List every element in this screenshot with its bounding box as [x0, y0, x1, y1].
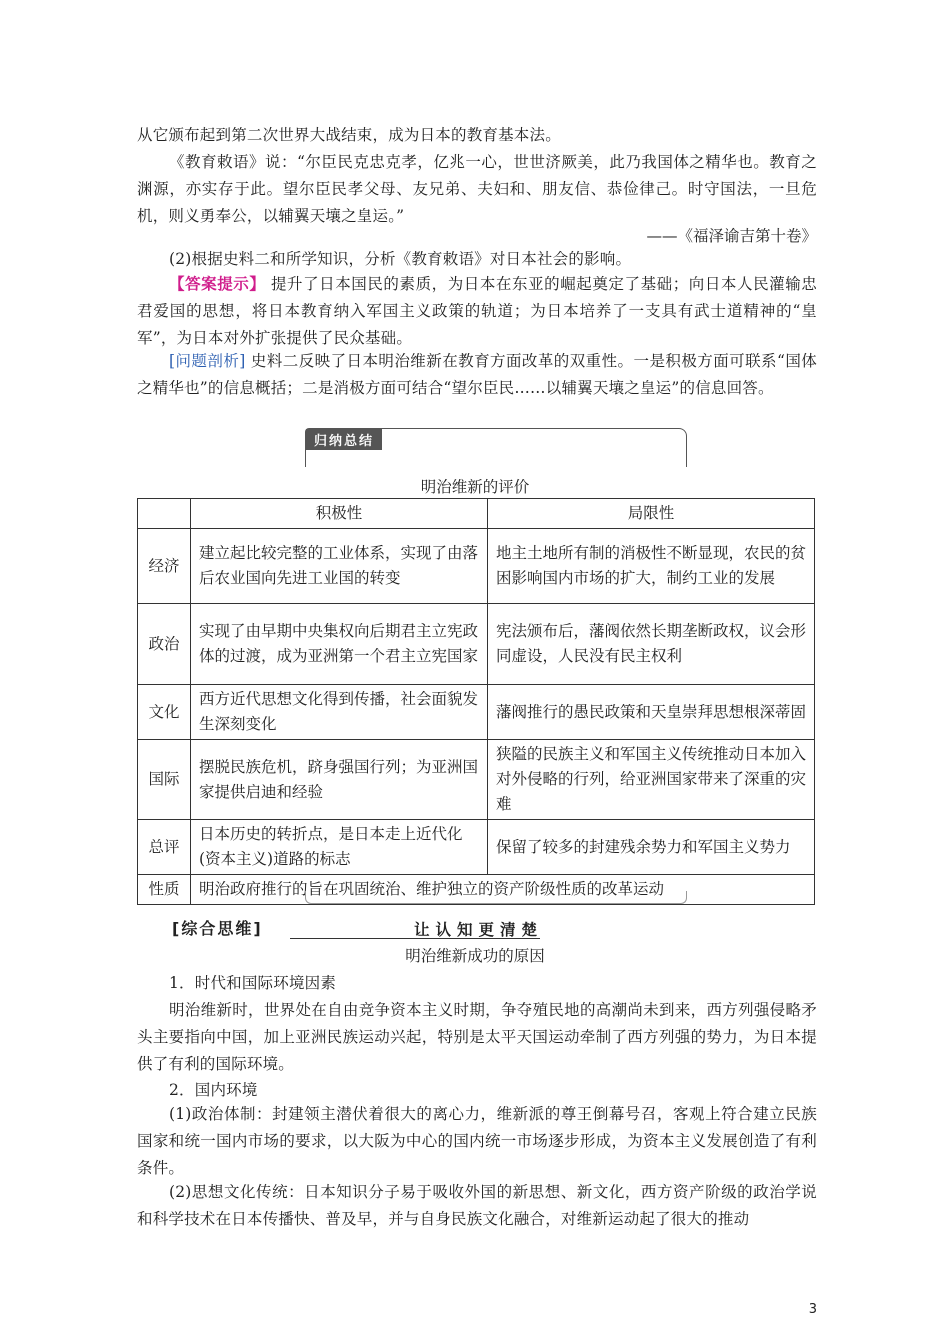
answer-paragraph	[137, 270, 817, 352]
table-row	[138, 685, 815, 740]
row-positive: 摆脱民族危机，跻身强国行列；为亚洲国家提供启迪和经验	[191, 740, 488, 820]
answer-text: 提升了日本国民的素质，为日本在东亚的崛起奠定了基础；向日本人民灌输忠君爱国的思想，将日本教育纳入军国主义政策的轨道；为日本培养了一支具有武士道精神的“皇军”，为日本对外扩张提供了民众基础。	[137, 275, 817, 347]
section-header	[172, 916, 772, 940]
analysis-text: 史料二反映了日本明治维新在教育方面改革的双重性。一是积极方面可联系“国体之精华也”的信息概括；二是消极方面可结合“望尔臣民……以辅翼天壤之皇运”的信息回答。	[137, 352, 817, 397]
row-limitation: 宪法颁布后，藩阀依然长期垄断政权，议会形同虚设，人民没有民主权利	[488, 604, 815, 685]
row-limitation: 狭隘的民族主义和军国主义传统推动日本加入对外侵略的行列，给亚洲国家带来了深重的灾难	[488, 740, 815, 820]
row-category: 经济	[138, 529, 191, 604]
row-positive: 建立起比较完整的工业体系，实现了由落后农业国向先进工业国的转变	[191, 529, 488, 604]
intro-line: 从它颁布起到第二次世界大战结束，成为日本的教育基本法。	[137, 126, 561, 144]
table-row	[138, 820, 815, 875]
analysis-tag: [问题剖析]	[169, 352, 246, 370]
heading-1: 1．时代和国际环境因素	[169, 974, 337, 992]
section-title: 明治维新成功的原因	[405, 947, 545, 965]
paragraph-1: 明治维新时，世界处在自由竞争资本主义时期，争夺殖民地的高潮尚未到来，西方列强侵略矛头主要指向中国，加上亚洲民族运动兴起，特别是太平天国运动牵制了西方列强的势力，为日本提供了有利的国际环境。	[137, 1001, 817, 1073]
analysis-paragraph	[137, 348, 817, 402]
table-title: 明治维新的评价	[420, 478, 530, 496]
header-limitation: 局限性	[488, 499, 815, 529]
heading-2: 2．国内环境	[169, 1081, 258, 1099]
table-header-row	[138, 499, 815, 529]
row-limitation: 藩阀推行的愚民政策和天皇崇拜思想根深蒂固	[488, 685, 815, 740]
row-positive: 西方近代思想文化得到传播，社会面貌发生深刻变化	[191, 685, 488, 740]
table-row	[138, 604, 815, 685]
quote-paragraph: 《教育敕语》说：“尔臣民克忠克孝，亿兆一心，世世济厥美，此乃我国体之精华也。教育之渊源，亦实存于此。望尔臣民孝父母、友兄弟、夫妇和、朋友信、恭俭律己。时守国法，一旦危机，则义勇奉公，以辅翼天壤之皇运。”	[137, 153, 817, 225]
paragraph-2: (1)政治体制：封建领主潜伏着很大的离心力，维新派的尊王倒幕号召，客观上符合建立民族国家和统一国内市场的要求，以大阪为中心的国内统一市场逐步形成，为资本主义发展创造了有利条件。	[137, 1105, 817, 1177]
table-row	[138, 740, 815, 820]
row-category: 文化	[138, 685, 191, 740]
answer-tag: 【答案提示】	[169, 274, 266, 293]
summary-banner	[305, 428, 687, 467]
quote-source: ——《福泽谕吉第十卷》	[646, 227, 817, 245]
question-text: (2)根据史料二和所学知识，分析《教育敕语》对日本社会的影响。	[169, 250, 632, 268]
nature-category: 性质	[138, 875, 191, 905]
section-subtitle: 让认知更清楚	[414, 921, 544, 939]
page-number: 3	[808, 1302, 817, 1317]
summary-label: 归纳总结	[306, 429, 382, 450]
row-category: 国际	[138, 740, 191, 820]
header-positive: 积极性	[191, 499, 488, 529]
evaluation-table	[137, 498, 815, 905]
summary-bottom-bracket	[305, 891, 687, 904]
row-limitation: 地主土地所有制的消极性不断显现，农民的贫困影响国内市场的扩大，制约工业的发展	[488, 529, 815, 604]
paragraph-3: (2)思想文化传统：日本知识分子易于吸收外国的新思想、新文化，西方资产阶级的政治学说和科学技术在日本传播快、普及早，并与自身民族文化融合，对维新运动起了很大的推动	[137, 1183, 817, 1228]
row-limitation: 保留了较多的封建残余势力和军国主义势力	[488, 820, 815, 875]
row-category: 政治	[138, 604, 191, 685]
section-label: [综合思维]	[172, 919, 263, 938]
row-positive: 实现了由早期中央集权向后期君主立宪政体的过渡，成为亚洲第一个君主立宪国家	[191, 604, 488, 685]
header-empty	[138, 499, 191, 529]
row-positive: 日本历史的转折点，是日本走上近代化(资本主义)道路的标志	[191, 820, 488, 875]
nature-text: 明治政府推行的旨在巩固统治、维护独立的资产阶级性质的改革运动	[191, 875, 815, 905]
table-row	[138, 529, 815, 604]
row-category: 总评	[138, 820, 191, 875]
